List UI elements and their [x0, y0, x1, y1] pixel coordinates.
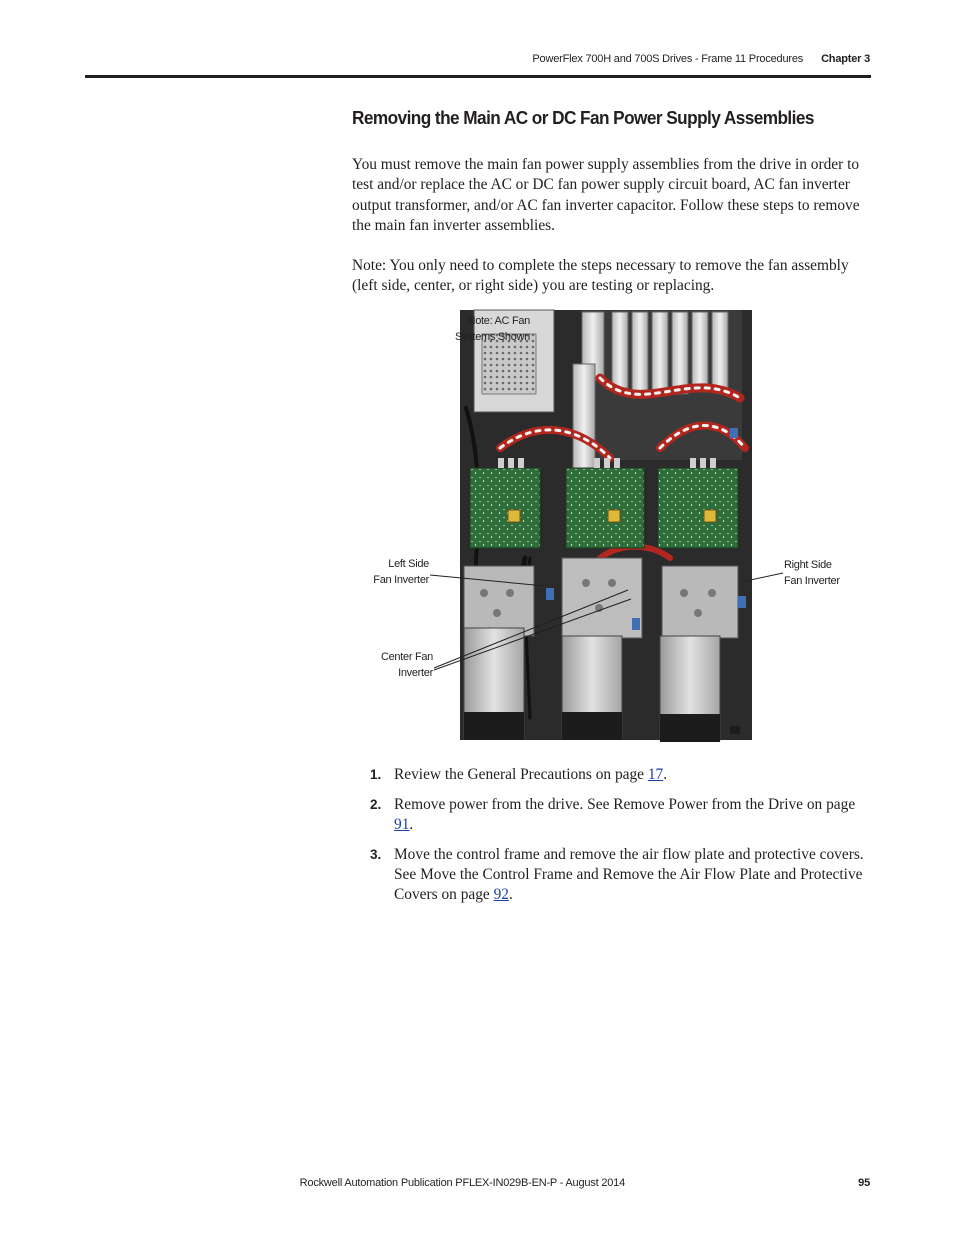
step-number: 1.: [370, 767, 382, 782]
note-paragraph: Note: You only need to complete the steps necessary to remove the fan assembly (left side, center, or right side) you are testing or replacing.: [352, 257, 849, 295]
callout-right-side-fan-inverter: Right Side Fan Inverter: [784, 559, 840, 587]
page-link-92[interactable]: 92: [493, 886, 509, 904]
step-number: 2.: [370, 796, 382, 812]
header-title: PowerFlex 700H and 700S Drives - Frame 11 Procedures: [532, 53, 804, 65]
callout-ac-fan-note: Note: AC Fan Systems Shown: [455, 315, 530, 343]
header-rule: [85, 75, 871, 78]
section-title: Removing the Main AC or DC Fan Power Supply Assemblies: [352, 107, 814, 128]
intro-paragraph: You must remove the main fan power supply assemblies from the drive in order to test and/or replace the AC or DC fan power supply circuit board, AC fan inverter output transformer, and/or AC fan inverter capacitor. Follow these steps to remove the main fan inverter assemblies.: [352, 156, 860, 234]
callout-left-side-fan-inverter: Left Side Fan Inverter: [373, 558, 429, 586]
step-3: 3. Move the control frame and remove the air flow plate and protective covers. See Move the Control Frame and Remove the Air Flow Plate and Protective Covers on page 92.: [370, 845, 864, 904]
footer-publication: Rockwell Automation Publication PFLEX-IN029B-EN-P - August 2014: [299, 1177, 625, 1189]
header-chapter: Chapter 3: [821, 53, 870, 65]
step-1: 1. Review the General Precautions on page 17.: [370, 765, 872, 785]
procedure-steps: [370, 765, 872, 915]
step-2: 2. Remove power from the drive. See Remove Power from the Drive on page 91.: [370, 795, 856, 834]
page-link-91[interactable]: 91: [394, 816, 410, 834]
step-number: 3.: [370, 846, 382, 862]
footer-page-number: 95: [858, 1177, 870, 1189]
callout-center-fan-inverter: Center Fan Inverter: [380, 651, 433, 679]
page-link-17[interactable]: 17: [647, 766, 664, 783]
